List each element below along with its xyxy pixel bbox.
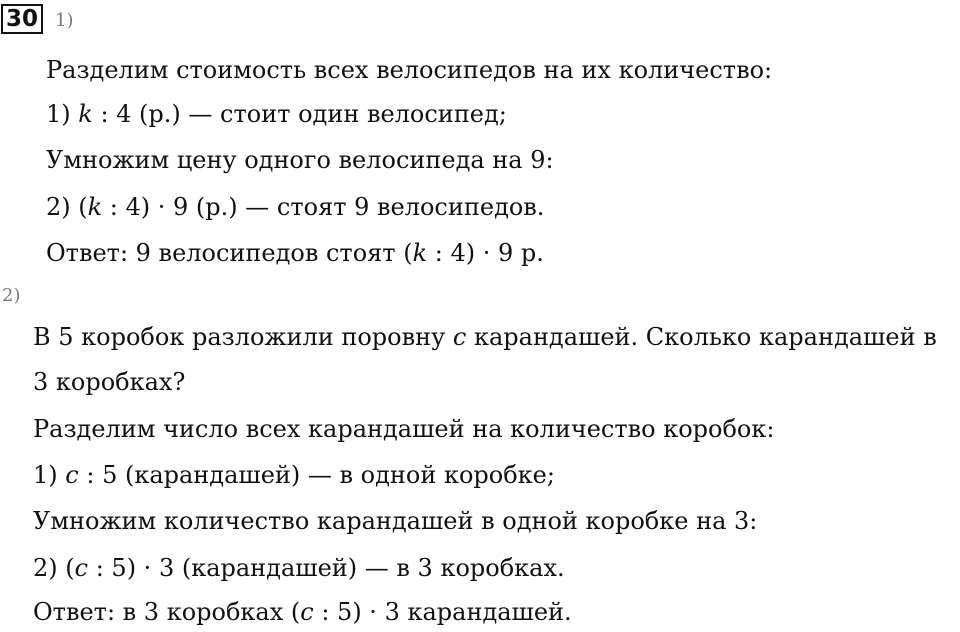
text-segment: : 5) · 3 карандашей. bbox=[313, 598, 572, 626]
text-segment: 1) bbox=[33, 461, 66, 489]
text-segment: 2) ( bbox=[33, 554, 75, 582]
part-1-label: 1) bbox=[55, 10, 74, 31]
text-segment: : 5 (карандашей) — в одной коробке; bbox=[78, 461, 555, 489]
variable-c: c bbox=[300, 598, 314, 626]
part-1-line-3: Умножим цену одного велосипеда на 9: bbox=[46, 146, 554, 174]
text-segment: : 4 (р.) — стоит один велосипед; bbox=[92, 100, 507, 128]
text-segment: 1) bbox=[46, 100, 79, 128]
part-2-line-5: Умножим количество карандашей в одной коробке на 3: bbox=[33, 507, 758, 535]
variable-c: c bbox=[452, 323, 467, 351]
part-1-answer bbox=[46, 238, 544, 268]
text-segment: Ответ: 9 велосипедов стоят ( bbox=[46, 239, 413, 267]
variable-k: k bbox=[78, 100, 93, 128]
part-2-line-3: Разделим число всех карандашей на количество коробок: bbox=[33, 415, 775, 443]
part-2-line-1 bbox=[33, 322, 937, 352]
variable-k: k bbox=[412, 239, 428, 267]
part-2-line-2: 3 коробках? bbox=[33, 368, 186, 396]
text-segment: В 5 коробок разложили поровну bbox=[33, 323, 453, 351]
text-segment: 2) ( bbox=[46, 193, 88, 221]
variable-c: c bbox=[74, 554, 89, 582]
part-1-line-2 bbox=[46, 99, 507, 129]
text-segment: : 5) · 3 (карандашей) — в 3 коробках. bbox=[88, 554, 565, 582]
part-2-label: 2) bbox=[2, 285, 21, 306]
part-2-line-6 bbox=[33, 553, 565, 583]
part-1-line-4 bbox=[46, 192, 544, 222]
part-1-line-1: Разделим стоимость всех велосипедов на их количество: bbox=[46, 56, 773, 84]
text-segment: карандашей. Сколько карандашей в bbox=[466, 323, 937, 351]
task-number-box: 30 bbox=[1, 4, 43, 34]
part-2-line-4 bbox=[33, 460, 555, 490]
text-segment: : 4) · 9 р. bbox=[427, 239, 544, 267]
text-segment: Ответ: в 3 коробках ( bbox=[33, 598, 301, 626]
text-segment: : 4) · 9 (р.) — стоят 9 велосипедов. bbox=[102, 193, 545, 221]
part-2-answer bbox=[33, 597, 572, 627]
variable-c: c bbox=[65, 461, 79, 489]
variable-k: k bbox=[87, 193, 103, 221]
